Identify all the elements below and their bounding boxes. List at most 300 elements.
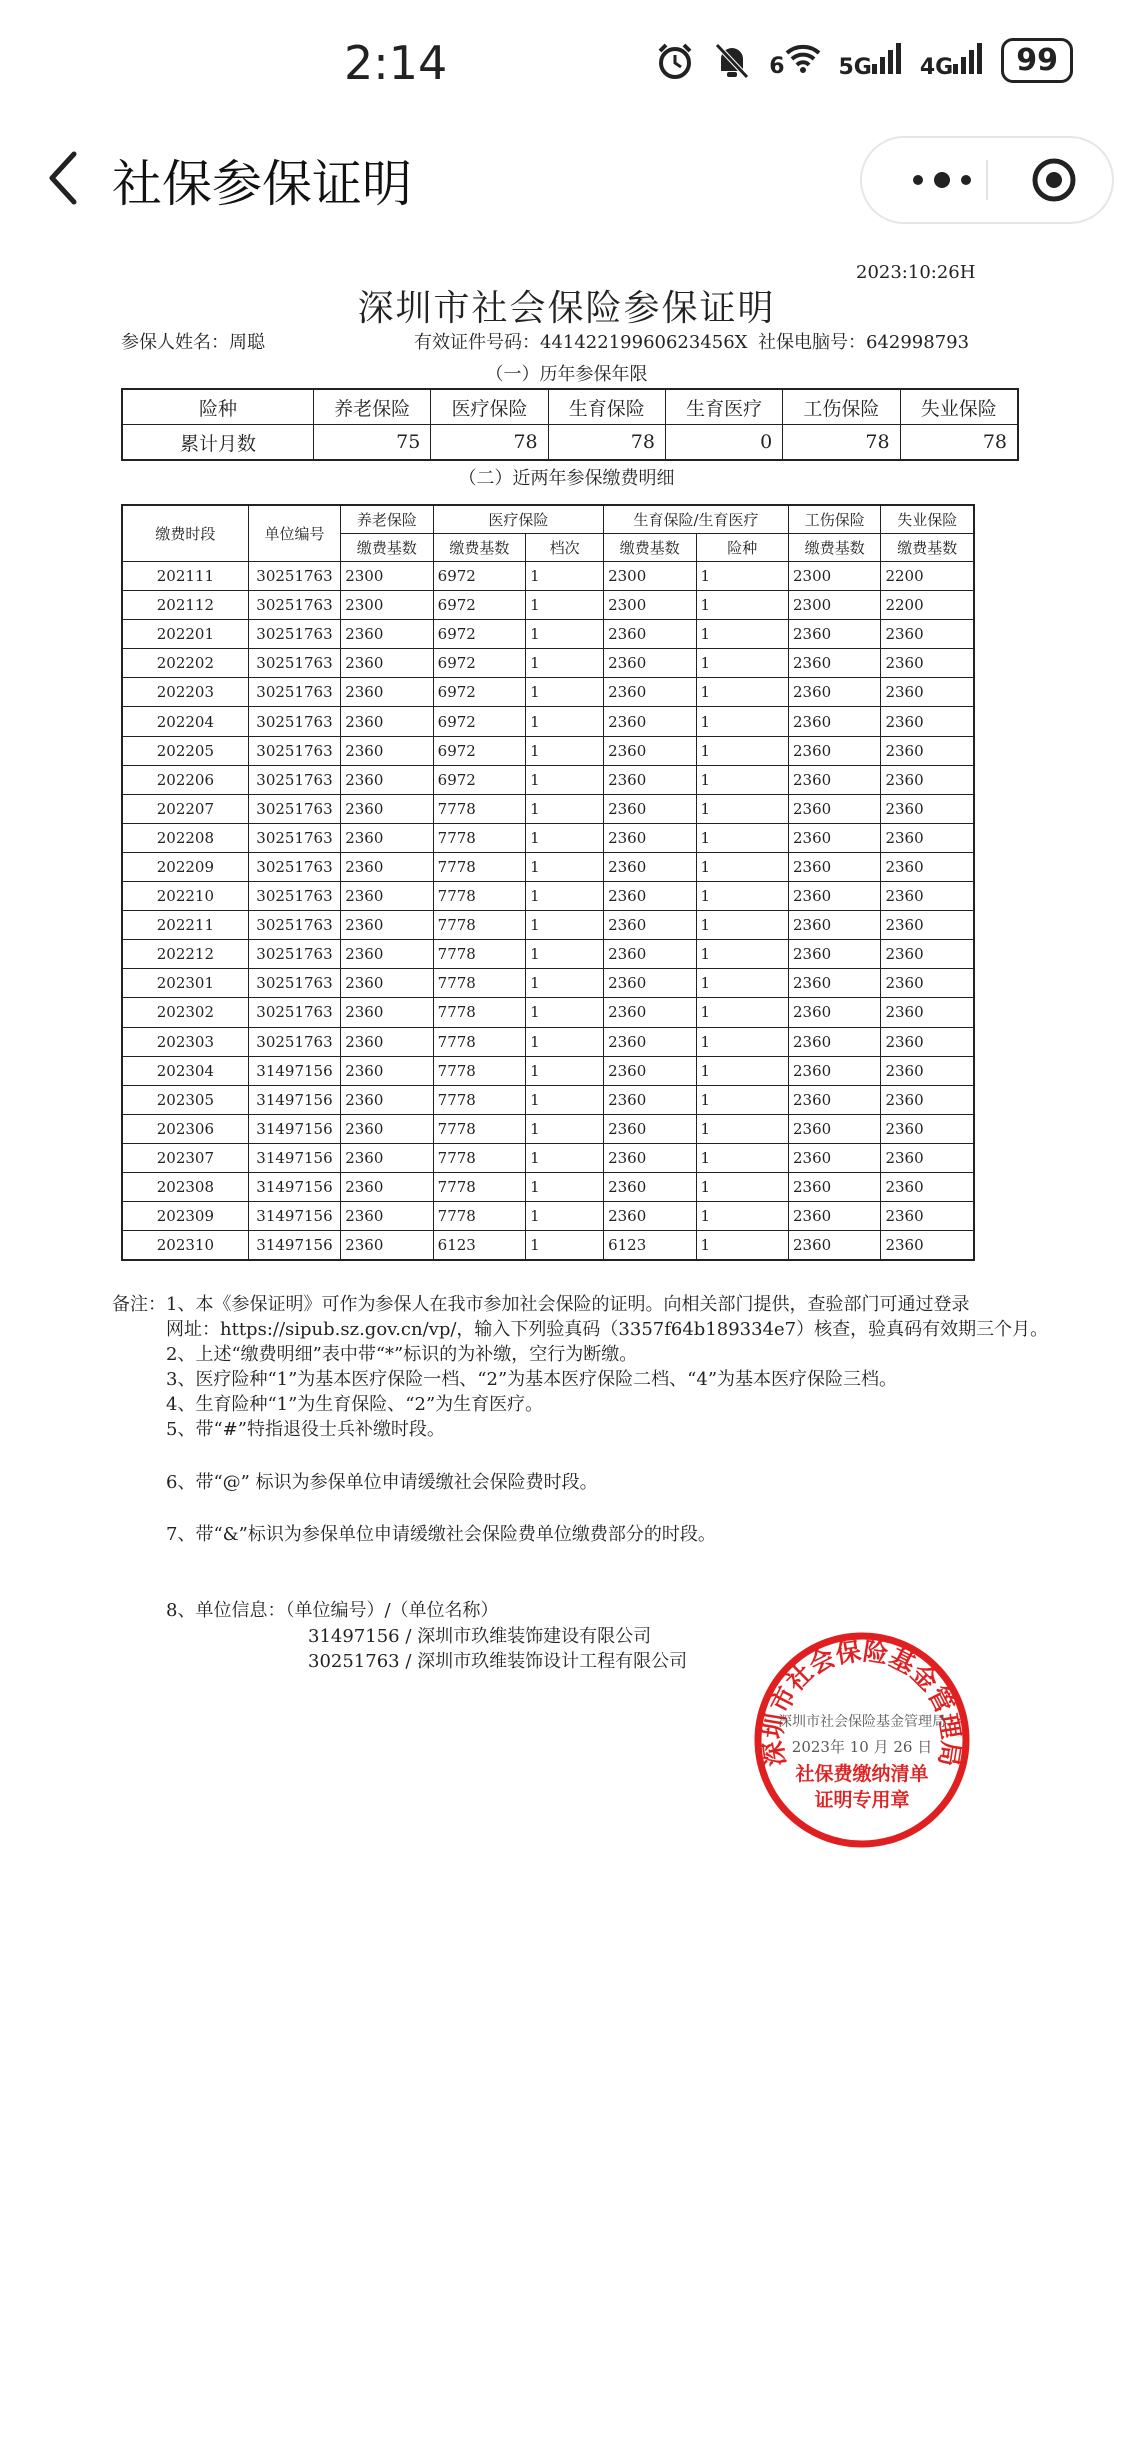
- col-maternity: 生育保险/生育医疗: [604, 505, 789, 534]
- cell-medical-base: 7778: [433, 940, 525, 969]
- detail-row: [122, 882, 974, 911]
- computer-number: 社保电脑号：642998793: [758, 332, 970, 353]
- cell-pension-base: 2360: [341, 911, 433, 940]
- cell-unemployment-base: 2360: [881, 765, 974, 794]
- detail-row: [122, 823, 974, 852]
- cell-medical-grade: 1: [526, 1085, 604, 1114]
- cell-medical-base: 7778: [433, 852, 525, 881]
- unit-info-2: 30251763 / 深圳市玖维装饰设计工程有限公司: [308, 1651, 688, 1672]
- cell-pension-base: 2360: [341, 1114, 433, 1143]
- cell-pension-base: 2360: [341, 969, 433, 998]
- cell-pension-base: 2360: [341, 649, 433, 678]
- cell-injury-base: 2360: [789, 620, 881, 649]
- cell-maternity-kind: 1: [696, 998, 788, 1027]
- note-6: 6、带“@” 标识为参保单位申请缓缴社会保险费时段。: [166, 1472, 598, 1493]
- detail-row: [122, 620, 974, 649]
- cell-unit: 30251763: [248, 1027, 340, 1056]
- cell-maternity-base: 2360: [604, 823, 696, 852]
- cell-injury-base: 2360: [789, 1231, 881, 1261]
- cell-maternity-kind: 1: [696, 591, 788, 620]
- unit-info-1: 31497156 / 深圳市玖维装饰建设有限公司: [308, 1626, 652, 1647]
- cell-medical-grade: 1: [526, 736, 604, 765]
- summary-value: 0: [665, 425, 782, 461]
- summary-value: 75: [314, 425, 431, 461]
- cell-medical-base: 7778: [433, 1202, 525, 1231]
- wifi-indicator: [769, 43, 820, 79]
- cell-pension-base: 2360: [341, 736, 433, 765]
- id-number: 有效证件号码：44142219960623456X: [414, 332, 748, 353]
- status-icons: [655, 38, 1073, 83]
- cell-maternity-base: 2360: [604, 620, 696, 649]
- detail-row: [122, 794, 974, 823]
- cell-unit: 31497156: [248, 1114, 340, 1143]
- detail-row: [122, 911, 974, 940]
- payment-detail-table: [121, 504, 975, 1261]
- cell-unemployment-base: 2360: [881, 1231, 974, 1261]
- cell-unemployment-base: 2360: [881, 1143, 974, 1172]
- cell-unit: 30251763: [248, 998, 340, 1027]
- cell-medical-grade: 1: [526, 562, 604, 591]
- detail-row: [122, 591, 974, 620]
- cell-pension-base: 2360: [341, 1202, 433, 1231]
- cell-maternity-base: 2300: [604, 591, 696, 620]
- cell-maternity-kind: 1: [696, 1143, 788, 1172]
- summary-header: 工伤保险: [783, 389, 900, 425]
- cell-injury-base: 2360: [789, 852, 881, 881]
- subcol-grade: 档次: [526, 534, 604, 562]
- cell-medical-grade: 1: [526, 1202, 604, 1231]
- cell-maternity-base: 2360: [604, 969, 696, 998]
- cell-maternity-base: 2360: [604, 998, 696, 1027]
- cell-maternity-kind: 1: [696, 1027, 788, 1056]
- cell-medical-grade: 1: [526, 591, 604, 620]
- cell-injury-base: 2360: [789, 649, 881, 678]
- cell-maternity-kind: 1: [696, 940, 788, 969]
- cell-medical-base: 6972: [433, 736, 525, 765]
- page-title: 社保参保证明: [112, 155, 412, 213]
- mute-bell-icon: [713, 41, 751, 81]
- cell-injury-base: 2360: [789, 911, 881, 940]
- insured-name: 参保人姓名：周聪: [121, 332, 265, 353]
- col-unemployment: 失业保险: [881, 505, 974, 534]
- cell-maternity-base: 2360: [604, 1202, 696, 1231]
- cell-pension-base: 2360: [341, 1172, 433, 1201]
- cell-medical-base: 6972: [433, 765, 525, 794]
- cell-period: 202211: [122, 911, 248, 940]
- col-injury: 工伤保险: [789, 505, 881, 534]
- cell-pension-base: 2360: [341, 1056, 433, 1085]
- cell-maternity-kind: 1: [696, 1056, 788, 1085]
- note-1b: 网址：https://sipub.sz.gov.cn/vp/，输入下列验真码（3357f64b189334e7）核查，验真码有效期三个月。: [166, 1319, 1049, 1340]
- cell-medical-grade: 1: [526, 765, 604, 794]
- subcol-base: 缴费基数: [789, 534, 881, 562]
- summary-label: 累计月数: [122, 425, 314, 461]
- cell-period: 202305: [122, 1085, 248, 1114]
- cell-medical-grade: 1: [526, 620, 604, 649]
- cell-period: 202111: [122, 562, 248, 591]
- cell-maternity-base: 2360: [604, 678, 696, 707]
- summary-header: 失业保险: [900, 389, 1018, 425]
- cell-unemployment-base: 2360: [881, 1202, 974, 1231]
- cell-medical-base: 6972: [433, 649, 525, 678]
- cell-maternity-base: 2360: [604, 1027, 696, 1056]
- detail-row: [122, 852, 974, 881]
- cell-maternity-base: 2360: [604, 1114, 696, 1143]
- cell-medical-grade: 1: [526, 1114, 604, 1143]
- cell-medical-base: 6123: [433, 1231, 525, 1261]
- cell-medical-base: 7778: [433, 1085, 525, 1114]
- cell-maternity-base: 2360: [604, 736, 696, 765]
- cell-medical-base: 7778: [433, 911, 525, 940]
- cell-unemployment-base: 2360: [881, 707, 974, 736]
- cell-period: 202208: [122, 823, 248, 852]
- seal-ring-text: 深圳市社会保险基金管理局: [758, 1636, 966, 1769]
- signal-bars-icon: [953, 42, 983, 74]
- cell-period: 202310: [122, 1231, 248, 1261]
- cell-pension-base: 2360: [341, 1085, 433, 1114]
- subcol-base: 缴费基数: [881, 534, 974, 562]
- cell-maternity-base: 2360: [604, 911, 696, 940]
- cell-medical-base: 6972: [433, 678, 525, 707]
- cell-unit: 31497156: [248, 1202, 340, 1231]
- cell-injury-base: 2360: [789, 1056, 881, 1085]
- cell-maternity-kind: 1: [696, 765, 788, 794]
- cell-medical-grade: 1: [526, 649, 604, 678]
- cell-unemployment-base: 2360: [881, 1027, 974, 1056]
- cell-unit: 30251763: [248, 736, 340, 765]
- cell-pension-base: 2360: [341, 940, 433, 969]
- cell-maternity-kind: 1: [696, 882, 788, 911]
- cell-maternity-kind: 1: [696, 1202, 788, 1231]
- cell-injury-base: 2360: [789, 1143, 881, 1172]
- detail-row: [122, 1114, 974, 1143]
- document-title: 深圳市社会保险参保证明: [357, 288, 776, 329]
- cell-unemployment-base: 2360: [881, 678, 974, 707]
- cell-unemployment-base: 2360: [881, 852, 974, 881]
- cell-unemployment-base: 2360: [881, 736, 974, 765]
- cell-unit: 30251763: [248, 794, 340, 823]
- note-1a: 备注：1、本《参保证明》可作为参保人在我市参加社会保险的证明。向相关部门提供，查验部门可通过登录: [112, 1294, 970, 1315]
- more-options-icon[interactable]: [902, 160, 982, 200]
- cell-period: 202309: [122, 1202, 248, 1231]
- detail-row: [122, 1056, 974, 1085]
- cell-maternity-kind: 1: [696, 707, 788, 736]
- summary-value: 78: [548, 425, 665, 461]
- cell-injury-base: 2360: [789, 1027, 881, 1056]
- cell-medical-grade: 1: [526, 707, 604, 736]
- summary-header: 医疗保险: [431, 389, 548, 425]
- seal-line-2: 证明专用章: [814, 1789, 910, 1811]
- detail-row: [122, 1172, 974, 1201]
- cell-unemployment-base: 2360: [881, 940, 974, 969]
- cell-injury-base: 2360: [789, 1172, 881, 1201]
- signal-5g-label: 5G: [838, 54, 872, 80]
- cell-unemployment-base: 2200: [881, 591, 974, 620]
- detail-row: [122, 998, 974, 1027]
- cell-injury-base: 2360: [789, 969, 881, 998]
- summary-header-row: [122, 389, 1018, 425]
- note-5: 5、带“#”特指退役士兵补缴时段。: [166, 1419, 445, 1440]
- cell-medical-base: 6972: [433, 562, 525, 591]
- cell-period: 202303: [122, 1027, 248, 1056]
- detail-row: [122, 678, 974, 707]
- cell-unemployment-base: 2360: [881, 911, 974, 940]
- cell-unemployment-base: 2360: [881, 1114, 974, 1143]
- cell-maternity-base: 2360: [604, 1056, 696, 1085]
- cell-medical-grade: 1: [526, 882, 604, 911]
- cell-injury-base: 2300: [789, 591, 881, 620]
- cell-pension-base: 2360: [341, 823, 433, 852]
- section-1-title: （一）历年参保年限: [485, 364, 648, 385]
- detail-row: [122, 1085, 974, 1114]
- signal-4g: [920, 42, 983, 80]
- cell-injury-base: 2360: [789, 1114, 881, 1143]
- subcol-base: 缴费基数: [604, 534, 696, 562]
- status-bar: [0, 0, 1133, 120]
- cell-unit: 30251763: [248, 940, 340, 969]
- col-unit: 单位编号: [248, 505, 340, 562]
- summary-value: 78: [900, 425, 1018, 461]
- official-seal: [752, 1630, 972, 1850]
- cell-pension-base: 2360: [341, 794, 433, 823]
- cell-period: 202201: [122, 620, 248, 649]
- detail-row: [122, 1202, 974, 1231]
- cell-pension-base: 2360: [341, 998, 433, 1027]
- cell-unit: 30251763: [248, 562, 340, 591]
- cell-pension-base: 2360: [341, 1027, 433, 1056]
- cell-medical-base: 7778: [433, 1143, 525, 1172]
- detail-row: [122, 736, 974, 765]
- cell-pension-base: 2360: [341, 678, 433, 707]
- cell-period: 202301: [122, 969, 248, 998]
- section-2-title: （二）近两年参保缴费明细: [458, 468, 675, 489]
- signal-bars-icon: [872, 42, 902, 74]
- detail-row: [122, 1231, 974, 1261]
- alarm-icon: [655, 41, 695, 81]
- summary-value: 78: [783, 425, 900, 461]
- cell-medical-grade: 1: [526, 969, 604, 998]
- summary-header: 险种: [122, 389, 314, 425]
- cell-unit: 30251763: [248, 591, 340, 620]
- cell-unemployment-base: 2360: [881, 1172, 974, 1201]
- mini-program-capsule: [860, 136, 1114, 224]
- seal-line-1: 社保费缴纳清单: [795, 1763, 929, 1785]
- cell-period: 202212: [122, 940, 248, 969]
- cell-injury-base: 2360: [789, 678, 881, 707]
- summary-header: 生育医疗: [665, 389, 782, 425]
- cell-period: 202207: [122, 794, 248, 823]
- cell-medical-grade: 1: [526, 998, 604, 1027]
- signal-5g: [839, 42, 902, 80]
- cell-unit: 30251763: [248, 852, 340, 881]
- cell-period: 202206: [122, 765, 248, 794]
- detail-row: [122, 1143, 974, 1172]
- note-8: 8、单位信息：（单位编号）/（单位名称）: [166, 1600, 499, 1621]
- wifi-icon: [785, 43, 821, 73]
- cell-unemployment-base: 2360: [881, 794, 974, 823]
- cell-injury-base: 2300: [789, 562, 881, 591]
- cell-unit: 30251763: [248, 620, 340, 649]
- detail-row: [122, 969, 974, 998]
- cell-maternity-kind: 1: [696, 969, 788, 998]
- summary-table: [121, 388, 1019, 461]
- subcol-kind: 险种: [696, 534, 788, 562]
- cell-medical-base: 7778: [433, 823, 525, 852]
- cell-medical-grade: 1: [526, 911, 604, 940]
- cell-unit: 30251763: [248, 649, 340, 678]
- cell-maternity-base: 2360: [604, 1143, 696, 1172]
- cell-pension-base: 2300: [341, 562, 433, 591]
- cell-maternity-kind: 1: [696, 1231, 788, 1261]
- cell-maternity-kind: 1: [696, 620, 788, 649]
- cell-period: 202210: [122, 882, 248, 911]
- cell-maternity-kind: 1: [696, 1114, 788, 1143]
- detail-row: [122, 649, 974, 678]
- detail-row: [122, 562, 974, 591]
- seal-inner-text: 深圳市社会保险基金管理局: [778, 1714, 946, 1730]
- capsule-divider: [986, 160, 988, 200]
- cell-unit: 30251763: [248, 969, 340, 998]
- cell-medical-base: 6972: [433, 591, 525, 620]
- cell-pension-base: 2360: [341, 765, 433, 794]
- detail-header-row-1: [122, 505, 974, 534]
- note-2: 2、上述“缴费明细”表中带“*”标识的为补缴，空行为断缴。: [166, 1344, 638, 1365]
- cell-maternity-kind: 1: [696, 911, 788, 940]
- summary-value: 78: [431, 425, 548, 461]
- summary-value-row: [122, 425, 1018, 461]
- detail-body: [122, 562, 974, 1261]
- seal-date: 2023年 10 月 26 日: [791, 1738, 933, 1756]
- cell-unemployment-base: 2200: [881, 562, 974, 591]
- cell-unit: 30251763: [248, 911, 340, 940]
- cell-unit: 31497156: [248, 1231, 340, 1261]
- cell-maternity-kind: 1: [696, 794, 788, 823]
- subcol-base: 缴费基数: [341, 534, 433, 562]
- nav-bar: [0, 130, 1133, 230]
- cell-maternity-kind: 1: [696, 562, 788, 591]
- cell-pension-base: 2360: [341, 1231, 433, 1261]
- cell-unemployment-base: 2360: [881, 882, 974, 911]
- cell-injury-base: 2360: [789, 823, 881, 852]
- cell-pension-base: 2360: [341, 707, 433, 736]
- back-arrow-icon[interactable]: [40, 148, 90, 208]
- cell-injury-base: 2360: [789, 998, 881, 1027]
- cell-unit: 30251763: [248, 882, 340, 911]
- cell-medical-base: 7778: [433, 1172, 525, 1201]
- cell-unit: 31497156: [248, 1056, 340, 1085]
- cell-medical-base: 7778: [433, 1056, 525, 1085]
- close-miniprogram-icon[interactable]: [1030, 156, 1078, 204]
- cell-unemployment-base: 2360: [881, 649, 974, 678]
- cell-injury-base: 2360: [789, 1202, 881, 1231]
- cell-maternity-kind: 1: [696, 736, 788, 765]
- cell-injury-base: 2360: [789, 707, 881, 736]
- cell-medical-base: 7778: [433, 1027, 525, 1056]
- cell-medical-base: 7778: [433, 794, 525, 823]
- cell-maternity-kind: 1: [696, 678, 788, 707]
- cell-medical-base: 7778: [433, 998, 525, 1027]
- cell-unemployment-base: 2360: [881, 620, 974, 649]
- cell-medical-grade: 1: [526, 1143, 604, 1172]
- cell-maternity-kind: 1: [696, 649, 788, 678]
- cell-unit: 30251763: [248, 678, 340, 707]
- cell-injury-base: 2360: [789, 794, 881, 823]
- cell-medical-grade: 1: [526, 1172, 604, 1201]
- signal-4g-label: 4G: [919, 54, 954, 80]
- wifi-label: 6: [769, 53, 785, 79]
- note-7: 7、带“&”标识为参保单位申请缓缴社会保险费单位缴费部分的时段。: [166, 1524, 716, 1545]
- detail-row: [122, 1027, 974, 1056]
- cell-period: 202304: [122, 1056, 248, 1085]
- cell-maternity-kind: 1: [696, 1085, 788, 1114]
- note-4: 4、生育险种“1”为生育保险、“2”为生育医疗。: [166, 1394, 544, 1415]
- detail-row: [122, 765, 974, 794]
- cell-pension-base: 2360: [341, 1143, 433, 1172]
- cell-medical-base: 6972: [433, 707, 525, 736]
- cell-period: 202202: [122, 649, 248, 678]
- cell-medical-grade: 1: [526, 940, 604, 969]
- cell-maternity-base: 2360: [604, 649, 696, 678]
- cell-period: 202306: [122, 1114, 248, 1143]
- cell-unemployment-base: 2360: [881, 969, 974, 998]
- cell-period: 202307: [122, 1143, 248, 1172]
- cell-period: 202112: [122, 591, 248, 620]
- col-period: 缴费时段: [122, 505, 248, 562]
- cell-medical-grade: 1: [526, 852, 604, 881]
- detail-row: [122, 707, 974, 736]
- status-time: 2:14: [344, 36, 448, 90]
- cell-unemployment-base: 2360: [881, 1056, 974, 1085]
- cell-injury-base: 2360: [789, 940, 881, 969]
- cell-maternity-base: 2360: [604, 765, 696, 794]
- cell-unit: 31497156: [248, 1172, 340, 1201]
- cell-unemployment-base: 2360: [881, 998, 974, 1027]
- cell-pension-base: 2360: [341, 620, 433, 649]
- cell-unit: 30251763: [248, 765, 340, 794]
- subcol-base: 缴费基数: [433, 534, 525, 562]
- cell-period: 202205: [122, 736, 248, 765]
- cell-unemployment-base: 2360: [881, 823, 974, 852]
- cell-medical-grade: 1: [526, 1027, 604, 1056]
- cell-maternity-base: 2360: [604, 1172, 696, 1201]
- cell-injury-base: 2360: [789, 882, 881, 911]
- cell-medical-base: 7778: [433, 1114, 525, 1143]
- col-medical: 医疗保险: [433, 505, 603, 534]
- cell-injury-base: 2360: [789, 736, 881, 765]
- cell-maternity-base: 2360: [604, 1085, 696, 1114]
- cell-maternity-base: 2300: [604, 562, 696, 591]
- cell-pension-base: 2360: [341, 882, 433, 911]
- cell-unit: 31497156: [248, 1143, 340, 1172]
- cell-period: 202204: [122, 707, 248, 736]
- cell-unemployment-base: 2360: [881, 1085, 974, 1114]
- cell-pension-base: 2300: [341, 591, 433, 620]
- cell-medical-grade: 1: [526, 678, 604, 707]
- cell-injury-base: 2360: [789, 1085, 881, 1114]
- cell-medical-grade: 1: [526, 1056, 604, 1085]
- cell-maternity-base: 2360: [604, 882, 696, 911]
- issue-date: 2023:10:26H: [856, 262, 976, 283]
- cell-maternity-kind: 1: [696, 1172, 788, 1201]
- cell-medical-base: 6972: [433, 620, 525, 649]
- cell-injury-base: 2360: [789, 765, 881, 794]
- cell-unit: 30251763: [248, 823, 340, 852]
- cell-maternity-base: 2360: [604, 707, 696, 736]
- cell-medical-base: 7778: [433, 882, 525, 911]
- cell-maternity-kind: 1: [696, 852, 788, 881]
- cell-medical-grade: 1: [526, 1231, 604, 1261]
- summary-header: 养老保险: [314, 389, 431, 425]
